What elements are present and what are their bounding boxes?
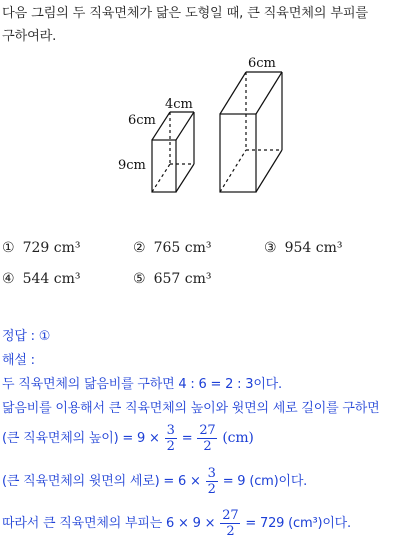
choice-2[interactable]: ② 765 cm³ <box>133 240 212 256</box>
fraction: $\frac{27}{2}$ <box>222 508 239 539</box>
choice-3[interactable]: ③ 954 cm³ <box>264 240 343 256</box>
fraction: $\frac{27}{2}$ <box>199 423 216 454</box>
explanation-label: 해설 : <box>2 353 35 368</box>
choice-5[interactable]: ⑤ 657 cm³ <box>133 271 212 287</box>
choice-4[interactable]: ④ 544 cm³ <box>2 271 81 287</box>
fraction: $\frac{3}{2}$ <box>166 423 175 454</box>
answer-text: 정답 : ① <box>2 329 51 344</box>
solution-line-2: 닮음비를 이용해서 큰 직육면체의 높이와 윗면의 세로 길이를 구하면 <box>2 401 380 416</box>
question-text <box>2 2 396 48</box>
large-depth-label: 6cm <box>248 56 276 71</box>
small-height-label: 9cm <box>118 158 146 173</box>
solution-line-4: (큰 직육면체의 윗면의 세로) = 6 × $\frac{3}{2}$ = 9 (cm)이다. <box>2 466 308 497</box>
small-depth-label: 6cm <box>128 113 156 128</box>
small-width-label: 4cm <box>165 97 193 112</box>
solution-line-5: 따라서 큰 직육면체의 부피는 6 × 9 × $\frac{27}{2}$ = 729 (cm³)이다. <box>2 508 351 539</box>
solution-line-1: 두 직육면체의 닮음비를 구하면 4 : 6 = 2 : 3이다. <box>2 377 282 392</box>
choice-1[interactable]: ① 729 cm³ <box>2 240 81 256</box>
question-line-2: 구하여라. <box>2 29 57 44</box>
question-line-1: 다음 그림의 두 직육면체가 닮은 도형일 때, 큰 직육면체의 부피를 <box>2 6 368 21</box>
cuboid-figure <box>0 52 400 212</box>
large-cuboid <box>220 72 282 192</box>
fraction: $\frac{3}{2}$ <box>207 466 216 497</box>
solution-line-3: (큰 직육면체의 높이) = 9 × $\frac{3}{2}$ = $\frac{27}{2}$ (cm) <box>2 423 254 454</box>
small-cuboid <box>152 112 194 192</box>
